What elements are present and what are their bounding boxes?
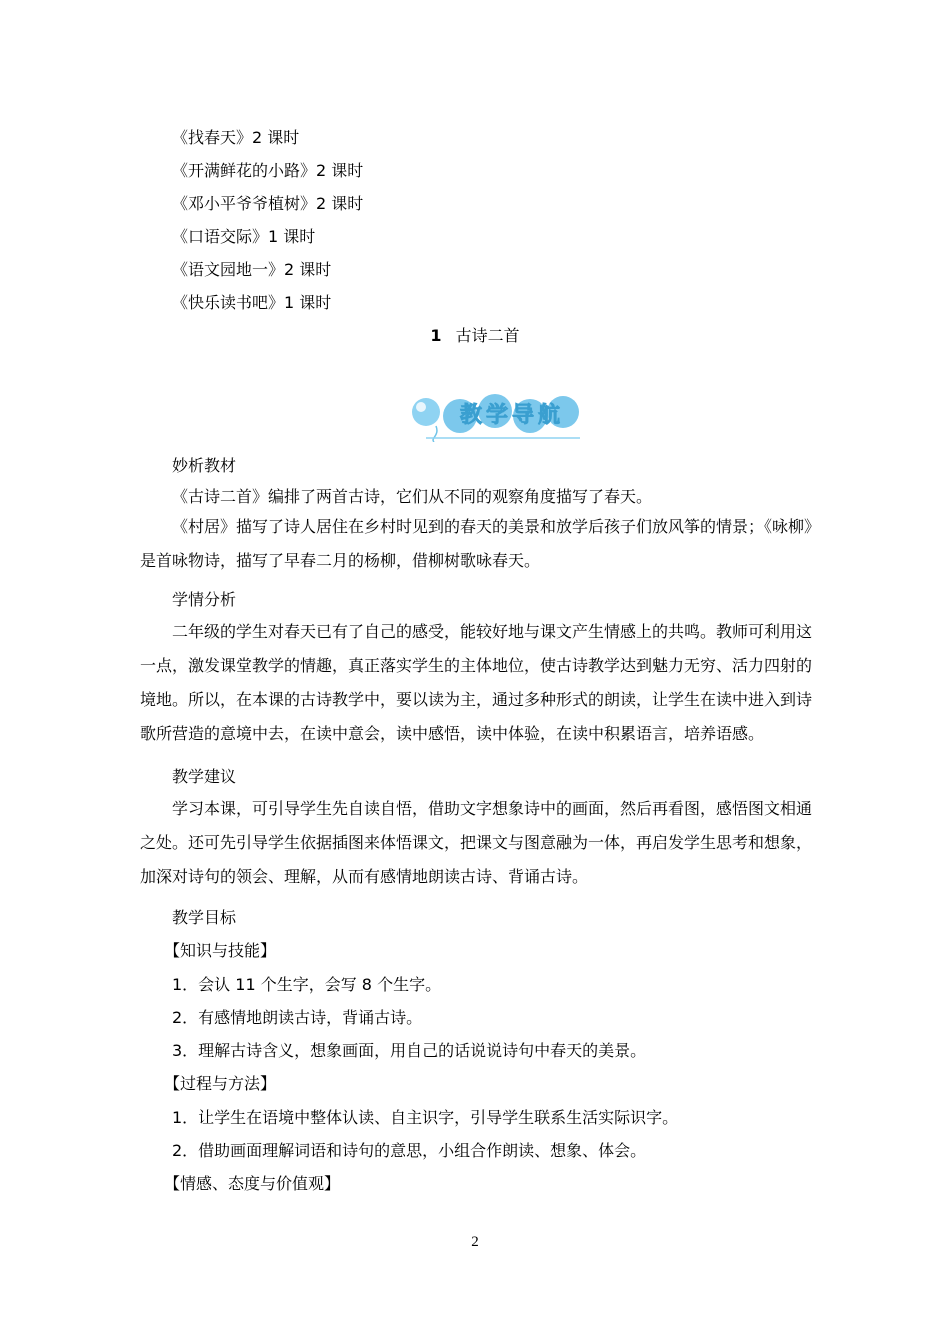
section-heading: 教学目标 (172, 908, 237, 927)
lesson-title (0, 326, 950, 346)
section-heading: 教学建议 (172, 767, 237, 786)
balloon-string (433, 426, 437, 442)
balloon-icon (412, 398, 440, 426)
list-item: 1．让学生在语境中整体认读、自主识字，引导学生联系生活实际识字。 (172, 1108, 679, 1127)
paragraph: 二年级的学生对春天已有了自己的感受，能较好地与课文产生情感上的共鸣。教师可利用这一点，激发课堂教学的情趣，真正落实学生的主体地位，使古诗教学达到魅力无穷、活力四射的境地。所以，在本课的古诗教学中，要以读为主，通过多种形式的朗读，让学生在读中进入到诗歌所营造的意境中去，在读中意会，读中感悟，读中体验，在读中积累语言，培养语感。 (140, 622, 813, 743)
schedule-item: 《语文园地一》2 课时 (172, 260, 332, 279)
paragraph: 学习本课，可引导学生先自读自悟，借助文字想象诗中的画面，然后再看图，感悟图文相通之处。还可先引导学生依据插图来体悟课文，把课文与图意融为一体，再启发学生思考和想象，加深对诗句的领会、理解，从而有感情地朗读古诗、背诵古诗。 (140, 799, 813, 886)
list-item: 2．借助画面理解词语和诗句的意思，小组合作朗读、想象、体会。 (172, 1141, 647, 1160)
paragraph: 《古诗二首》编排了两首古诗，它们从不同的观察角度描写了春天。 (172, 487, 653, 506)
schedule-item: 《找春天》2 课时 (172, 128, 300, 147)
balloon-highlight (416, 402, 426, 412)
teaching-guide-banner (406, 392, 582, 442)
schedule-item: 《快乐读书吧》1 课时 (172, 293, 332, 312)
subsection-heading: 【过程与方法】 (164, 1074, 277, 1093)
banner-text: 教学导航 (459, 403, 565, 428)
schedule-item: 《邓小平爷爷植树》2 课时 (172, 194, 364, 213)
list-item: 1．会认 11 个生字，会写 8 个生字。 (172, 975, 442, 994)
section-heading: 妙析教材 (172, 456, 237, 475)
subsection-heading: 【知识与技能】 (164, 941, 277, 960)
lesson-number: 1 (430, 326, 442, 345)
paragraph: 《村居》描写了诗人居住在乡村时见到的春天的美景和放学后孩子们放风筝的情景；《咏柳》是首咏物诗，描写了早春二月的杨柳，借柳树歌咏春天。 (140, 517, 813, 570)
list-item: 3．理解古诗含义，想象画面，用自己的话说说诗句中春天的美景。 (172, 1041, 647, 1060)
page-number: 2 (471, 1234, 479, 1250)
schedule-item: 《开满鲜花的小路》2 课时 (172, 161, 364, 180)
lesson-name: 古诗二首 (455, 326, 520, 345)
subsection-heading: 【情感、态度与价值观】 (164, 1174, 341, 1193)
schedule-item: 《口语交际》1 课时 (172, 227, 316, 246)
section-heading: 学情分析 (172, 590, 237, 609)
list-item: 2．有感情地朗读古诗，背诵古诗。 (172, 1008, 423, 1027)
